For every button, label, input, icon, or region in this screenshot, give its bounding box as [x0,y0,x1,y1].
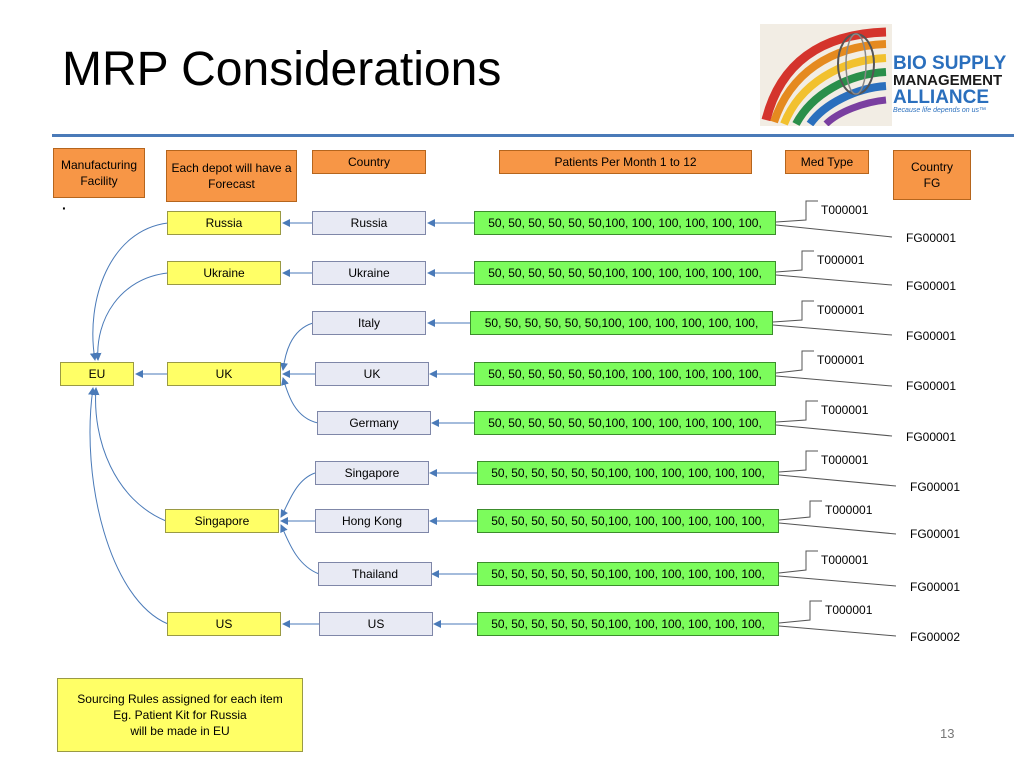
patients-box: 50, 50, 50, 50, 50, 50,100, 100, 100, 100, 100, 100, [474,211,776,235]
note-line-3: will be made in EU [130,724,230,738]
logo-line-3: ALLIANCE [893,87,990,108]
note-line-2: Eg. Patient Kit for Russia [113,708,247,722]
logo-tagline: Because life depends on us™ [893,107,987,114]
arrow-germany-depot [283,378,318,423]
logo-line-2: MANAGEMENT [893,72,1003,89]
arrow-us-eu [90,388,168,624]
arrow-thailand-depot [281,525,319,574]
country-box: Russia [312,211,426,235]
header-med-type: Med Type [785,150,869,174]
page-number: 13 [940,726,955,741]
fg-callout-5 [776,425,892,436]
note-line-1: Sourcing Rules assigned for each item [77,692,283,706]
country-fg-label: FG00001 [906,329,957,343]
med-callout-4 [776,351,814,373]
patients-box: 50, 50, 50, 50, 50, 50,100, 100, 100, 100, 100, 100, [477,461,779,485]
depot-uk: UK [167,362,281,386]
depot-us: US [167,612,281,636]
arrow-singapore-depot [281,473,315,517]
med-type-label: T000001 [817,253,865,267]
country-fg-label: FG00001 [910,480,961,494]
fg-callout-6 [779,475,896,486]
country-box: US [319,612,433,636]
patients-box: 50, 50, 50, 50, 50, 50,100, 100, 100, 100, 100, 100, [474,362,776,386]
fg-callout-8 [779,576,896,586]
fg-callout-1 [776,225,892,237]
med-callout-3 [773,301,814,322]
fg-callout-3 [773,325,892,335]
med-type-label: T000001 [821,403,869,417]
country-box: Italy [312,311,426,335]
med-type-label: T000001 [825,503,873,517]
patients-box: 50, 50, 50, 50, 50, 50,100, 100, 100, 100, 100, 100, [474,411,776,435]
country-box: UK [315,362,429,386]
country-fg-label: FG00001 [906,231,957,245]
med-callout-8 [779,551,818,573]
depot-singapore: Singapore [165,509,279,533]
header-manufacturing-facility: Manufacturing Facility [53,148,145,198]
bullet-mark: · [62,200,67,216]
depot-ukraine: Ukraine [167,261,281,285]
country-fg-label: FG00002 [910,630,961,644]
arrow-italy-depot [283,323,313,370]
med-type-label: T000001 [825,603,873,617]
slide-title: MRP Considerations [62,43,502,96]
patients-box: 50, 50, 50, 50, 50, 50,100, 100, 100, 100, 100, 100, [474,261,776,285]
country-fg-label: FG00001 [906,379,957,393]
fg-callout-9 [779,626,896,636]
logo-line-1: BIO SUPPLY [893,53,1007,74]
med-callout-9 [779,601,822,623]
med-callout-1 [776,201,818,222]
country-fg-label: FG00001 [910,580,961,594]
header-depot-forecast: Each depot will have a Forecast [166,150,297,202]
country-fg-label: FG00001 [906,430,957,444]
country-fg-label: FG00001 [906,279,957,293]
country-box: Ukraine [312,261,426,285]
med-type-label: T000001 [821,453,869,467]
country-fg-label: FG00001 [910,527,961,541]
sourcing-rules-note [57,678,303,752]
patients-box: 50, 50, 50, 50, 50, 50,100, 100, 100, 100, 100, 100, [477,562,779,586]
country-box: Germany [317,411,431,435]
med-type-label: T000001 [821,203,869,217]
med-callout-7 [779,501,822,520]
med-callout-5 [776,401,818,422]
med-type-label: T000001 [817,303,865,317]
country-box: Thailand [318,562,432,586]
fg-callout-7 [779,523,896,534]
fg-callout-4 [776,376,892,386]
facility-eu: EU [60,362,134,386]
arrow-ukraine-eu [98,273,168,360]
country-box: Hong Kong [315,509,429,533]
header-country-fg: Country FG [893,150,971,200]
med-type-label: T000001 [817,353,865,367]
country-box: Singapore [315,461,429,485]
arrow-singapore-eu [96,388,166,521]
patients-box: 50, 50, 50, 50, 50, 50,100, 100, 100, 100, 100, 100, [477,612,779,636]
med-callout-2 [776,251,814,272]
fg-callout-2 [776,275,892,285]
patients-box: 50, 50, 50, 50, 50, 50,100, 100, 100, 100, 100, 100, [477,509,779,533]
med-type-label: T000001 [821,553,869,567]
depot-russia: Russia [167,211,281,235]
header-country: Country [312,150,426,174]
patients-box: 50, 50, 50, 50, 50, 50,100, 100, 100, 100, 100, 100, [470,311,773,335]
header-patients-per-month: Patients Per Month 1 to 12 [499,150,752,174]
arrow-russia-eu [93,223,168,360]
med-callout-6 [779,451,818,472]
